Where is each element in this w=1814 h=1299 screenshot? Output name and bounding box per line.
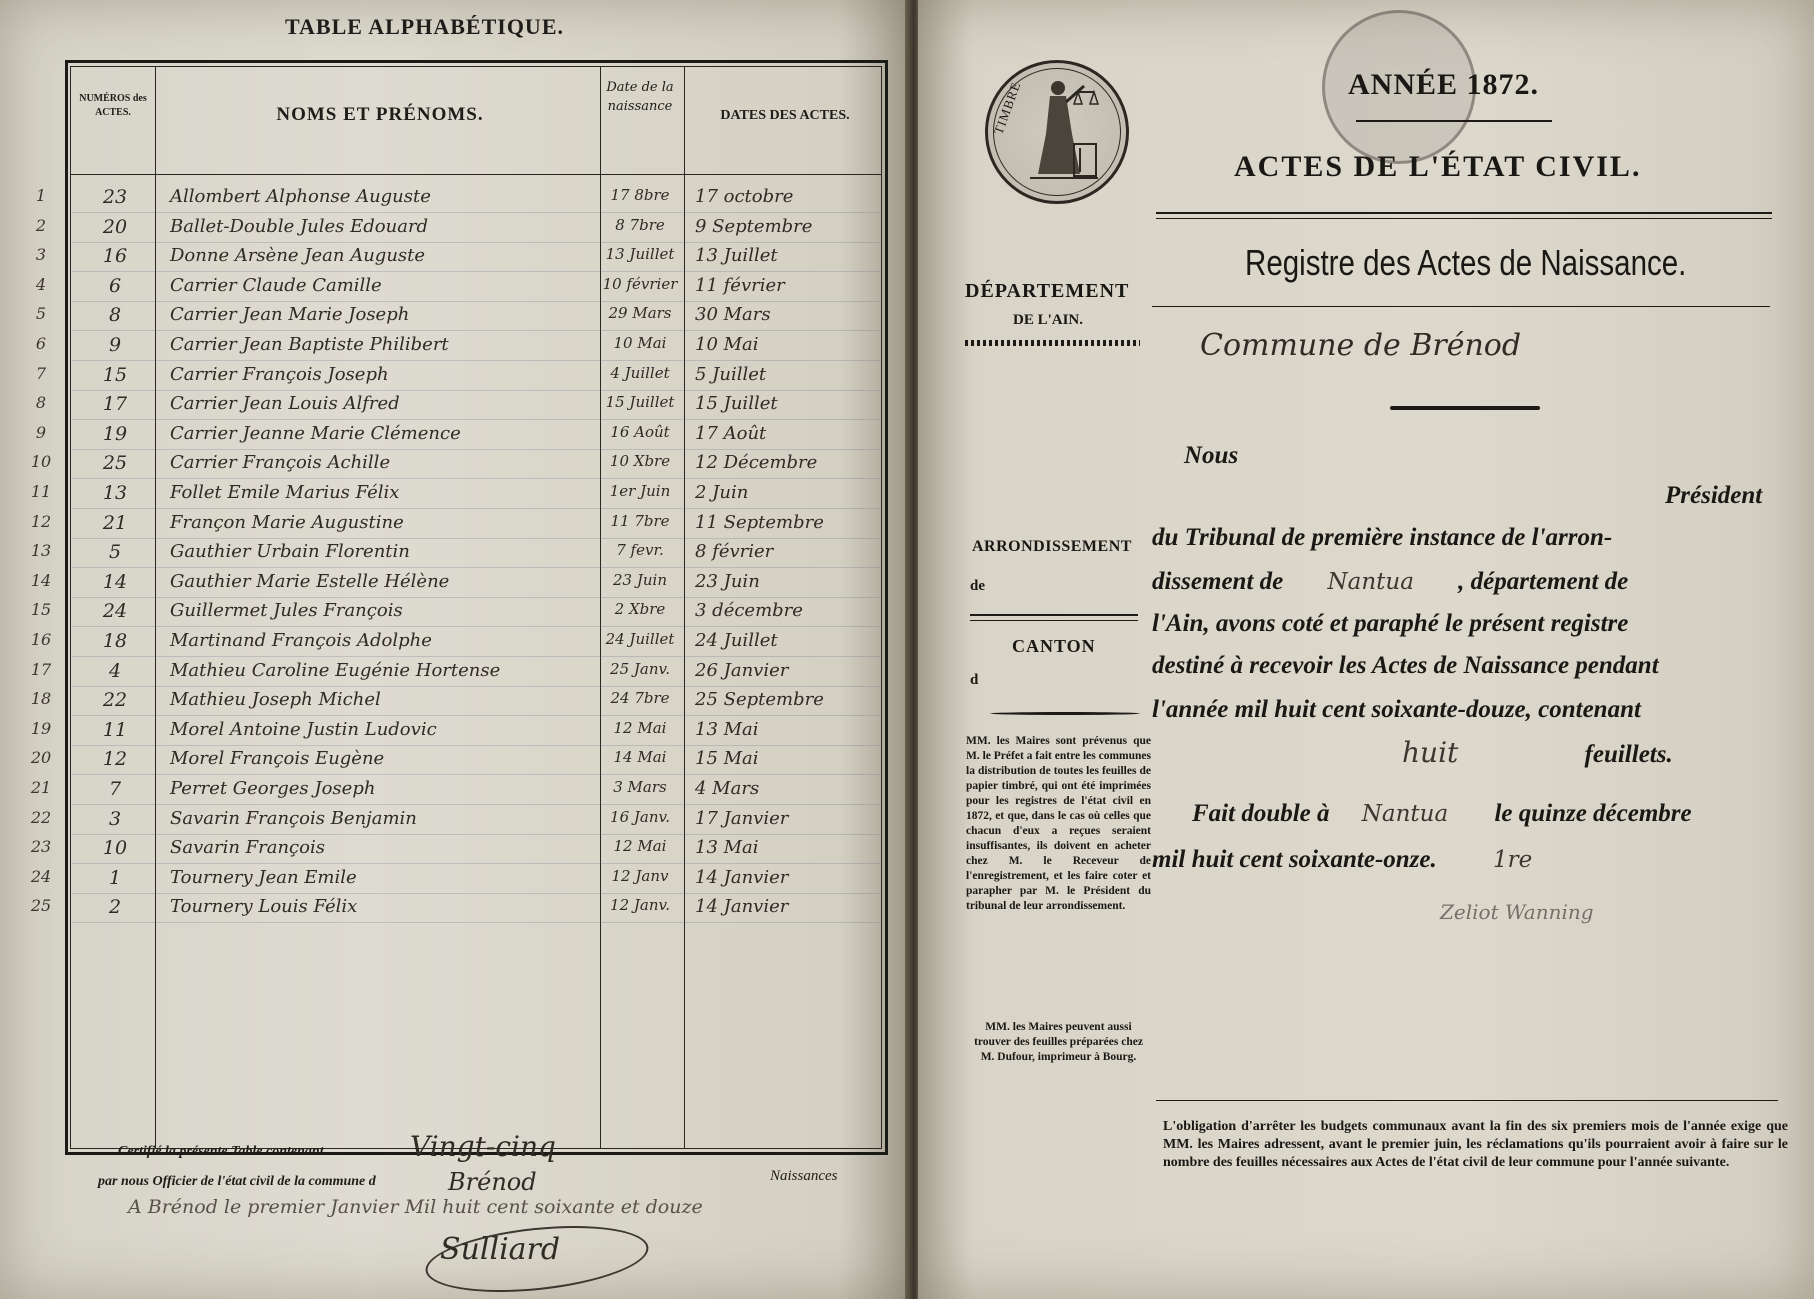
row-act-number: 7 xyxy=(108,778,122,800)
text-line xyxy=(1152,846,1780,874)
text-fragment: , département de xyxy=(1458,568,1629,595)
row-ruling xyxy=(72,301,880,302)
row-index: 3 xyxy=(35,245,47,265)
row-ruling xyxy=(72,597,880,598)
zigzag-rule xyxy=(965,340,1140,346)
row-birth-date: 13 Juillet xyxy=(605,245,675,264)
year-heading: ANNÉE 1872. xyxy=(1348,68,1540,101)
certificate-line-2: par nous Officier de l'état civil de la commune d xyxy=(98,1174,376,1189)
row-name: Mathieu Caroline Eugénie Hortense xyxy=(170,659,501,681)
row-act-number: 12 xyxy=(102,748,128,771)
certificate-line-1: Certifié la présente Table contenant xyxy=(118,1144,324,1159)
row-ruling xyxy=(72,538,880,539)
row-name: Carrier François Achille xyxy=(170,452,391,474)
row-ruling xyxy=(72,478,880,479)
row-birth-date: 7 fevr. xyxy=(616,541,664,560)
row-birth-date: 12 Janv. xyxy=(610,896,670,915)
row-name: Carrier Claude Camille xyxy=(170,274,382,296)
row-name: Martinand François Adolphe xyxy=(170,630,432,651)
ornament-rule xyxy=(1356,120,1552,122)
text-line: l'Ain, avons coté et paraphé le présent registre xyxy=(1152,610,1629,637)
row-index: 1 xyxy=(35,186,47,205)
arrondissement-de: de xyxy=(970,578,985,594)
row-index: 10 xyxy=(30,452,52,472)
certificate-count-handwritten: Vingt-cinq xyxy=(410,1130,556,1163)
row-act-date: 14 Janvier xyxy=(695,866,789,888)
row-name: Savarin François xyxy=(170,837,325,859)
header-numeros: NUMÉROS des ACTES. xyxy=(79,93,147,118)
row-birth-date: 14 Mai xyxy=(613,748,667,767)
text-line: destiné à recevoir les Actes de Naissance pendant xyxy=(1152,652,1659,679)
certificate-date-handwritten: A Brénod le premier Janvier Mil huit cent soixante et douze xyxy=(128,1196,703,1218)
row-birth-date: 3 Mars xyxy=(613,778,667,796)
row-act-number: 4 xyxy=(108,659,122,682)
row-ruling xyxy=(72,863,880,864)
row-act-date: 5 Juillet xyxy=(695,363,767,385)
row-act-date: 4 Mars xyxy=(695,778,760,799)
nous-text: Nous xyxy=(1184,442,1239,469)
row-name: Carrier Jean Baptiste Philibert xyxy=(170,334,449,355)
row-act-date: 11 février xyxy=(695,274,785,296)
row-act-number: 15 xyxy=(102,363,128,386)
row-name: Donne Arsène Jean Auguste xyxy=(170,245,426,267)
row-index: 6 xyxy=(35,334,47,353)
header-noms: NOMS ET PRÉNOMS. xyxy=(276,104,484,125)
row-act-number: 23 xyxy=(102,186,128,208)
row-ruling xyxy=(72,419,880,420)
row-ruling xyxy=(72,774,880,775)
row-name: Carrier Jean Marie Joseph xyxy=(170,304,410,326)
certificate-commune-handwritten: Brénod xyxy=(448,1168,537,1196)
line8-handwritten: 1re xyxy=(1493,847,1533,873)
row-act-number: 24 xyxy=(102,600,128,623)
row-act-number: 11 xyxy=(102,718,128,741)
row-index: 17 xyxy=(30,659,52,679)
row-ruling xyxy=(72,656,880,657)
rule xyxy=(970,614,1138,616)
row-name: Savarin François Benjamin xyxy=(170,807,417,829)
ornament-dash xyxy=(1390,406,1540,410)
text-fragment: Fait double à xyxy=(1192,800,1330,827)
column-divider xyxy=(684,66,685,1149)
text-fragment: mil huit cent soixante-onze. xyxy=(1152,846,1437,873)
row-act-date: 11 Septembre xyxy=(695,511,824,533)
row-ruling xyxy=(72,922,880,923)
row-index: 14 xyxy=(30,570,52,590)
signature: Sulliard xyxy=(440,1232,561,1267)
row-ruling xyxy=(72,567,880,568)
bottom-rule xyxy=(1156,1100,1778,1101)
row-ruling xyxy=(72,242,880,243)
row-birth-date: 10 Xbre xyxy=(609,452,671,471)
row-index: 23 xyxy=(30,837,52,857)
row-birth-date: 8 7bre xyxy=(615,215,665,234)
header-dates-actes: DATES DES ACTES. xyxy=(720,108,850,123)
row-act-date: 3 décembre xyxy=(695,600,803,622)
arrondissement-handwritten: Nantua xyxy=(1327,569,1414,595)
row-name: Carrier Jeanne Marie Clémence xyxy=(170,422,461,444)
row-name: Follet Emile Marius Félix xyxy=(170,482,400,503)
row-index: 19 xyxy=(30,718,52,738)
row-ruling xyxy=(72,686,880,687)
row-index: 7 xyxy=(35,363,47,383)
row-index: 5 xyxy=(35,304,47,324)
row-index: 2 xyxy=(35,215,47,235)
text-line: l'année mil huit cent soixante-douze, contenant xyxy=(1152,696,1641,723)
departement-name: DE L'AIN. xyxy=(1013,312,1084,328)
row-birth-date: 16 Août xyxy=(610,422,670,441)
row-act-date: 13 Mai xyxy=(695,718,759,740)
row-index: 25 xyxy=(30,896,52,916)
row-act-number: 8 xyxy=(108,304,122,327)
row-act-date: 12 Décembre xyxy=(695,452,818,474)
row-name: Ballet-Double Jules Edouard xyxy=(170,215,429,237)
row-ruling xyxy=(72,626,880,627)
row-act-number: 17 xyxy=(102,393,128,416)
row-act-date: 30 Mars xyxy=(695,304,771,326)
row-birth-date: 12 Mai xyxy=(613,837,667,856)
row-act-date: 23 Juin xyxy=(695,570,760,592)
rule-thin xyxy=(970,620,1138,621)
row-name: Carrier Jean Louis Alfred xyxy=(170,393,400,415)
row-act-date: 9 Septembre xyxy=(695,215,813,237)
row-birth-date: 4 Juillet xyxy=(610,363,670,382)
row-act-number: 6 xyxy=(108,274,122,297)
ornament-swash xyxy=(990,712,1140,715)
header-date-naissance: Date de la naissance xyxy=(606,80,674,114)
row-birth-date: 12 Janv xyxy=(611,866,669,885)
row-index: 12 xyxy=(30,511,52,531)
row-act-date: 14 Janvier xyxy=(695,896,789,918)
row-ruling xyxy=(72,804,880,805)
canton-d: d xyxy=(970,672,979,688)
row-ruling xyxy=(72,715,880,716)
row-act-number: 13 xyxy=(102,482,128,504)
row-act-date: 17 Janvier xyxy=(695,807,789,829)
row-name: Perret Georges Joseph xyxy=(170,778,376,799)
justice-figure-icon xyxy=(1020,74,1104,186)
budget-obligation-note: L'obligation d'arrêter les budgets communaux avant la fin des six premiers mois de l'année exige que MM. les Maires adressent, avant le premier juin, les réclamations qu'ils pourraient avoir à faire sur le nombre des feuilles nécessaires aux Actes de l'état civil de leur commune pour l'année suivante. xyxy=(1163,1119,1788,1170)
text-line: du Tribunal de première instance de l'arron- xyxy=(1152,524,1613,551)
row-birth-date: 12 Mai xyxy=(613,718,667,737)
row-name: Guillermet Jules François xyxy=(170,600,403,622)
row-index: 4 xyxy=(35,274,47,294)
departement-label: DÉPARTEMENT xyxy=(965,280,1130,302)
double-rule xyxy=(1156,212,1772,214)
row-birth-date: 24 7bre xyxy=(610,689,670,708)
row-act-date: 25 Septembre xyxy=(695,689,824,711)
table-title: TABLE ALPHABÉTIQUE. xyxy=(285,14,564,39)
text-fragment: le quinze décembre xyxy=(1494,800,1692,827)
row-ruling xyxy=(72,390,880,391)
row-index: 20 xyxy=(30,748,52,768)
commune-handwritten: Commune de Brénod xyxy=(1200,328,1522,363)
row-birth-date: 10 février xyxy=(602,274,678,293)
row-index: 13 xyxy=(30,541,52,561)
row-ruling xyxy=(72,893,880,894)
row-name: Françon Marie Augustine xyxy=(170,511,404,533)
row-ruling xyxy=(72,212,880,213)
row-name: Morel Antoine Justin Ludovic xyxy=(170,718,437,740)
row-act-number: 14 xyxy=(102,570,128,593)
row-index: 22 xyxy=(30,807,52,827)
row-name: Gauthier Marie Estelle Hélène xyxy=(170,570,450,592)
row-act-number: 21 xyxy=(102,511,128,534)
row-birth-date: 17 8bre xyxy=(610,186,670,204)
row-index: 24 xyxy=(30,866,52,886)
row-act-number: 1 xyxy=(108,866,122,889)
row-index: 11 xyxy=(30,482,52,501)
text-line xyxy=(1152,568,1780,596)
row-birth-date: 1er Juin xyxy=(609,482,671,500)
row-act-number: 20 xyxy=(102,215,128,238)
row-birth-date: 29 Mars xyxy=(608,304,672,323)
row-act-date: 10 Mai xyxy=(695,334,759,355)
row-ruling xyxy=(72,360,880,361)
row-index: 15 xyxy=(30,600,52,620)
fait-a-handwritten: Nantua xyxy=(1361,801,1449,827)
canton-label: CANTON xyxy=(1012,636,1096,656)
actes-title: ACTES DE L'ÉTAT CIVIL. xyxy=(1234,150,1642,183)
row-birth-date: 23 Juin xyxy=(613,570,667,589)
maires-notice-2: MM. les Maires peuvent aussi trouver des feuilles préparées chez M. Dufour, imprimeur à Bourg. xyxy=(974,1021,1143,1063)
president-text: Président xyxy=(1665,482,1763,509)
row-name: Tournery Louis Félix xyxy=(170,896,358,918)
row-act-date: 17 octobre xyxy=(695,186,794,207)
arrondissement-label: ARRONDISSEMENT xyxy=(972,538,1132,555)
row-act-date: 13 Juillet xyxy=(695,245,778,267)
registre-rule xyxy=(1152,306,1770,307)
row-act-number: 19 xyxy=(102,422,128,445)
row-name: Gauthier Urbain Florentin xyxy=(170,541,410,563)
row-index: 9 xyxy=(35,422,47,442)
maires-notice: MM. les Maires sont prévenus que M. le Préfet a fait entre les communes la distribution de toutes les feuilles de papier timbré, qui ont été imprimées pour les registres de l'état civil en 1872, et que, dans le cas où celles que chacun d'eux a reçues seraient insuffisantes, ils doivent en acheter chez M. le Receveur de l'enregistrement, et les faire coter et parapher par M. le Président du tribunal de leur arrondissement. xyxy=(966,735,1151,912)
text-line xyxy=(1152,736,1780,769)
row-index: 8 xyxy=(35,393,47,413)
feuillets-count-handwritten: huit xyxy=(1402,736,1459,769)
row-name: Morel François Eugène xyxy=(170,748,385,770)
row-ruling xyxy=(72,330,880,331)
row-act-number: 10 xyxy=(102,837,128,860)
double-rule-thin xyxy=(1156,218,1772,219)
row-act-date: 2 Juin xyxy=(695,482,749,503)
row-birth-date: 10 Mai xyxy=(613,334,667,352)
row-index: 21 xyxy=(30,778,52,797)
row-index: 16 xyxy=(30,630,52,649)
row-name: Mathieu Joseph Michel xyxy=(170,689,381,711)
row-index: 18 xyxy=(30,689,52,709)
row-ruling xyxy=(72,834,880,835)
row-act-number: 3 xyxy=(108,807,122,830)
row-act-date: 8 février xyxy=(695,541,774,563)
row-act-number: 5 xyxy=(108,541,122,564)
row-ruling xyxy=(72,271,880,272)
row-act-number: 18 xyxy=(102,630,128,652)
row-act-number: 9 xyxy=(108,334,122,356)
row-name: Tournery Jean Emile xyxy=(170,866,357,888)
row-ruling xyxy=(72,508,880,509)
row-act-date: 17 Août xyxy=(695,422,767,444)
row-name: Allombert Alphonse Auguste xyxy=(170,186,431,207)
row-act-date: 24 Juillet xyxy=(695,630,778,651)
row-act-number: 16 xyxy=(102,245,128,268)
registre-title: Registre des Actes de Naissance. xyxy=(1245,242,1687,283)
row-ruling xyxy=(72,449,880,450)
row-act-date: 26 Janvier xyxy=(695,659,789,681)
row-act-number: 25 xyxy=(102,452,128,475)
row-act-number: 22 xyxy=(102,689,128,712)
row-birth-date: 24 Juillet xyxy=(605,630,675,648)
row-name: Carrier François Joseph xyxy=(170,363,389,385)
faint-handwriting: Zeliot Wanning xyxy=(1440,900,1594,924)
header-divider xyxy=(70,174,882,175)
timbre-label: TIMBRE xyxy=(990,79,1024,137)
row-birth-date: 25 Janv. xyxy=(610,659,670,678)
row-birth-date: 15 Juillet xyxy=(605,393,675,412)
row-act-date: 15 Juillet xyxy=(695,393,778,415)
row-birth-date: 11 7bre xyxy=(610,511,670,530)
row-act-number: 2 xyxy=(108,896,122,919)
text-fragment: dissement de xyxy=(1152,568,1284,595)
row-birth-date: 16 Janv. xyxy=(610,807,670,826)
row-ruling xyxy=(72,745,880,746)
row-act-date: 13 Mai xyxy=(695,837,759,859)
column-divider xyxy=(155,66,156,1149)
text-line xyxy=(1152,800,1780,828)
text-fragment: feuillets. xyxy=(1584,741,1673,768)
row-birth-date: 2 Xbre xyxy=(614,600,666,619)
row-act-date: 15 Mai xyxy=(695,748,759,770)
certificate-naissances: Naissances xyxy=(770,1168,838,1184)
